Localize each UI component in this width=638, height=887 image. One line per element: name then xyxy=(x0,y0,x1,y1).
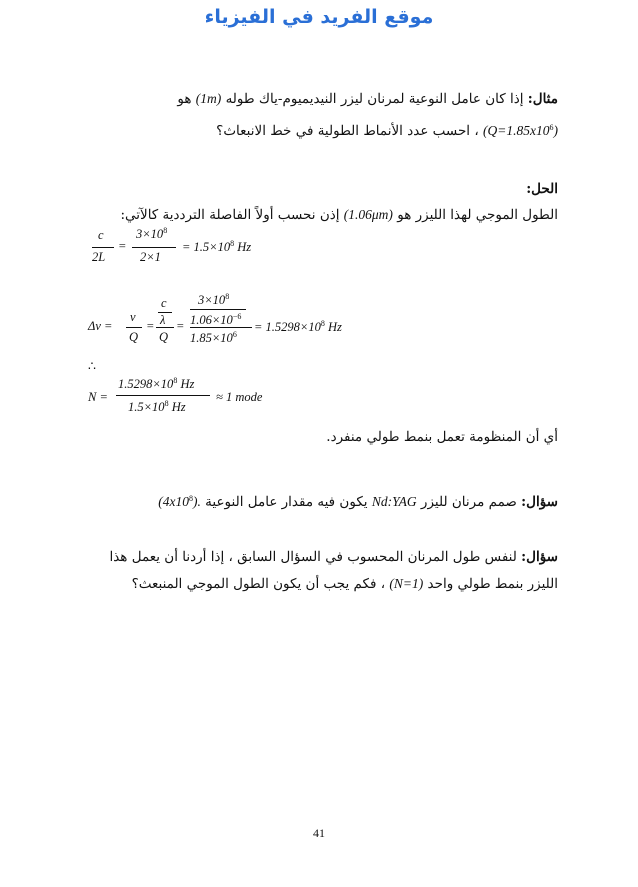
equation-linewidth: Δν = ν Q = c λ Q = $3\times 10^8$ $1.06\times 10^{-6}$ $1.85\times 10^6$ = $1.5298\times 10^8$ Hz xyxy=(88,292,342,345)
eq1-result: = $1.5\times 10^8$ Hz xyxy=(182,239,252,254)
eq2-f2-mid: λ xyxy=(160,313,166,327)
solution-label: الحل: xyxy=(526,181,558,197)
eq1-numerator-mid: $3\times 10^8$ xyxy=(136,226,168,241)
solution-intro-end: إذن نحسب أولاً الفاصلة الترددية كالآتي: xyxy=(120,207,344,223)
eq2-f3-mid: $1.06\times 10^{-6}$ xyxy=(190,312,242,327)
solution-intro xyxy=(78,206,558,224)
eq3-lhs: N = xyxy=(88,390,108,404)
example-text-1-end: هو xyxy=(177,91,196,107)
example-label: مثال: xyxy=(527,91,558,107)
eq2-f2-denominator: Q xyxy=(159,330,169,344)
eq2-f1-denominator: Q xyxy=(129,330,139,344)
example-line-1 xyxy=(78,90,558,108)
eq1-denominator-mid: 2×1 xyxy=(140,250,161,264)
question-1-label: سؤال: xyxy=(521,494,558,510)
question-2-line-2 xyxy=(78,575,558,593)
question-2-line-1 xyxy=(78,548,558,566)
page-number: 41 xyxy=(313,826,325,840)
question-1-text: صمم مرنان لليزر xyxy=(416,494,522,510)
question-1-text-2: يكون فيه مقدار عامل النوعية xyxy=(200,494,372,510)
example-text-1: إذا كان عامل النوعية لمرنان ليزر النيديميوم-ياك طوله xyxy=(221,91,528,107)
question-1-value: $(4x10^8)$. xyxy=(158,494,201,509)
page-header-title: موقع الفريد في الفيزياء xyxy=(204,6,434,28)
example-text-2: ، احسب عدد الأنماط الطولية في خط الانبعاث؟ xyxy=(216,123,484,139)
question-2-n-value: (N=1) xyxy=(389,576,424,591)
eq1-numerator-left: c xyxy=(98,228,104,242)
eq2-f2-top: c xyxy=(161,296,167,310)
equation-free-spectral-range: c 2L = $3\times 10^8$ 2×1 = $1.5\times 10^8$ Hz xyxy=(92,226,252,264)
therefore-symbol: ∴ xyxy=(88,359,96,373)
eq3-result: ≈ 1 mode xyxy=(216,390,263,404)
question-2-text-2b: ، فكم يجب أن يكون الطول الموجي المنبعث؟ xyxy=(131,576,390,592)
eq1-denominator-left: 2L xyxy=(92,250,106,264)
question-1 xyxy=(78,490,558,511)
example-line-2 xyxy=(78,119,558,140)
question-2-text-1: لنفس طول المرنان المحسوب في السؤال السابق ، إذا أردنا أن يعمل هذا xyxy=(109,549,522,565)
example-length: (1m) xyxy=(195,91,222,106)
eq2-f3-top: $3\times 10^8$ xyxy=(198,292,230,307)
solution-intro-text: الطول الموجي لهذا الليزر هو xyxy=(392,207,558,223)
eq2-f1-numerator: ν xyxy=(130,310,136,324)
eq2-f3-bottom: $1.85\times 10^6$ xyxy=(190,330,237,345)
question-2-label: سؤال: xyxy=(521,549,558,565)
equation-mode-count xyxy=(88,378,348,424)
example-q-value: $(Q=1.85x10^6)$ xyxy=(483,123,558,138)
question-2-text-2a: الليزر بنمط طولي واحد xyxy=(423,576,558,592)
eq2-lhs: Δν = xyxy=(88,319,113,333)
eq3-denominator: $1.5\times 10^8$ Hz xyxy=(128,399,186,414)
eq2-result: = $1.5298\times 10^8$ Hz xyxy=(254,319,342,334)
solution-wavelength: (1.06μm) xyxy=(343,207,393,222)
conclusion-text: أي أن المنظومة تعمل بنمط طولي منفرد. xyxy=(326,429,558,445)
eq3-numerator: $1.5298\times 10^8$ Hz xyxy=(118,376,195,391)
question-1-laser: Nd:YAG xyxy=(371,494,417,509)
